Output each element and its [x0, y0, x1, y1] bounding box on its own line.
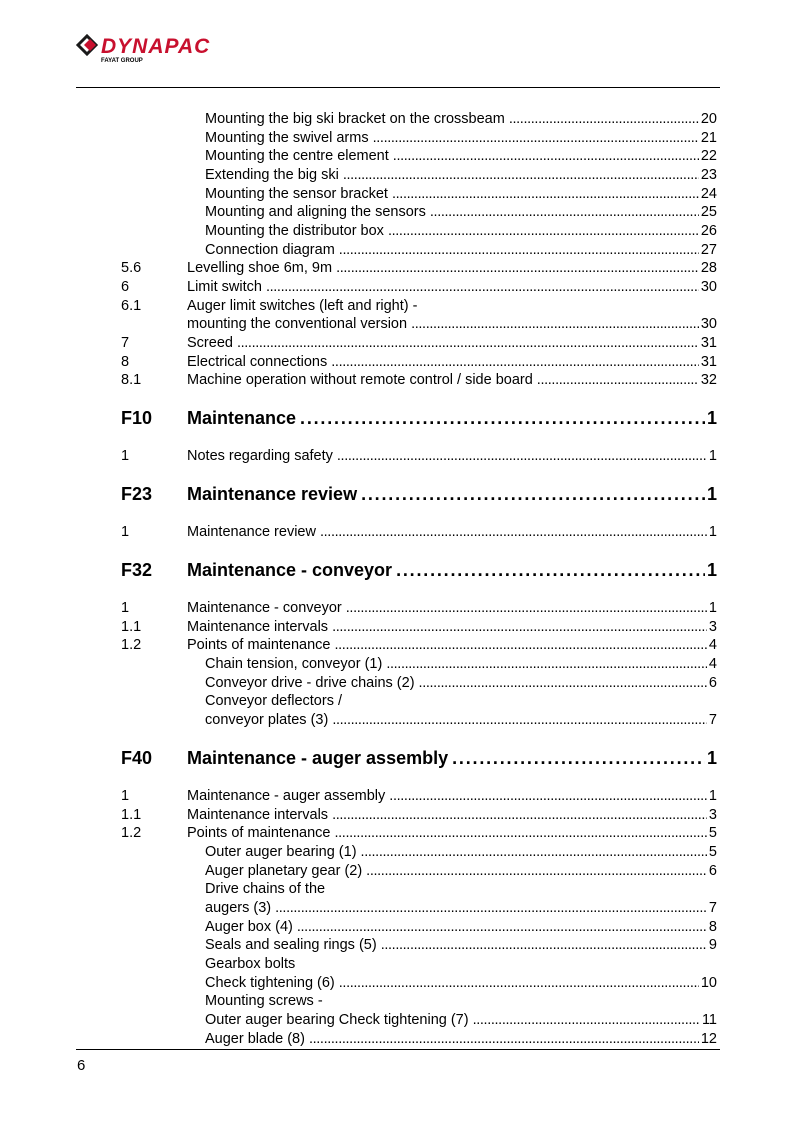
toc-entry-row — [0, 974, 793, 993]
toc-page-number: 5 — [708, 844, 717, 860]
toc-page-number: 32 — [700, 372, 717, 388]
toc-chapter-row — [0, 559, 793, 581]
toc-entry — [205, 692, 717, 711]
toc-title: Maintenance - conveyor — [187, 600, 342, 616]
toc-entry — [205, 166, 717, 185]
toc-leader-dots — [366, 862, 707, 881]
toc-entry-row — [0, 711, 793, 730]
toc-page-number: 1 — [706, 560, 717, 580]
toc-entry-row — [0, 936, 793, 955]
toc-number: F32 — [121, 560, 153, 580]
toc-entry — [205, 899, 717, 918]
toc-number: F23 — [121, 484, 153, 504]
toc-page-number: 10 — [700, 975, 717, 991]
toc-leader-dots — [266, 278, 699, 297]
toc-entry-row — [0, 918, 793, 937]
toc-entry — [205, 203, 717, 222]
toc-page-number: 4 — [708, 656, 717, 672]
toc-leader-dots — [509, 110, 699, 129]
toc-entry — [187, 407, 717, 429]
toc-entry — [205, 1011, 717, 1030]
toc-page-number: 1 — [708, 448, 717, 464]
toc-entry-row — [0, 297, 793, 316]
toc-page-number: 30 — [700, 316, 717, 332]
toc-leader-dots — [361, 483, 705, 505]
toc-entry — [187, 483, 717, 505]
toc-leader-dots — [339, 241, 699, 260]
toc-number: 5.6 — [121, 260, 142, 276]
toc-entry — [205, 1030, 717, 1049]
toc-entry — [205, 992, 717, 1011]
toc-entry — [187, 787, 717, 806]
toc-entry-row — [0, 992, 793, 1011]
toc-leader-dots — [334, 824, 706, 843]
toc-number: 6.1 — [121, 298, 142, 314]
toc-entry-row — [0, 334, 793, 353]
toc-entry-row — [0, 110, 793, 129]
toc-title: Conveyor drive - drive chains (2) — [205, 675, 415, 691]
toc-page-number: 8 — [708, 919, 717, 935]
toc-page-number: 23 — [700, 167, 717, 183]
toc-title: Maintenance - auger assembly — [187, 788, 386, 804]
toc-title: Maintenance - auger assembly — [187, 748, 449, 768]
toc-entry-row — [0, 371, 793, 390]
toc-entry-row — [0, 241, 793, 260]
toc-title: Connection diagram — [205, 242, 335, 258]
toc-entry-row — [0, 636, 793, 655]
toc-page-number: 7 — [708, 900, 717, 916]
toc-entry — [187, 315, 717, 334]
toc-leader-dots — [275, 899, 707, 918]
toc-title: Conveyor deflectors / — [205, 693, 343, 709]
toc-entry-row — [0, 955, 793, 974]
toc-number: 1.2 — [121, 825, 142, 841]
toc-title: Auger planetary gear (2) — [205, 863, 363, 879]
toc-title: Check tightening (6) — [205, 975, 335, 991]
toc-leader-dots — [237, 334, 699, 353]
toc-title: Outer auger bearing (1) — [205, 844, 357, 860]
toc-leader-dots — [388, 222, 699, 241]
toc-entry-row — [0, 222, 793, 241]
toc-leader-dots — [537, 371, 699, 390]
toc-entry — [187, 371, 717, 390]
toc-entry — [187, 523, 717, 542]
toc-entry-row — [0, 523, 793, 542]
toc-chapter-row — [0, 747, 793, 769]
toc-title: conveyor plates (3) — [205, 712, 329, 728]
toc-entry-row — [0, 147, 793, 166]
toc-page-number: 1 — [706, 484, 717, 504]
toc-title: Outer auger bearing Check tightening (7) — [205, 1012, 469, 1028]
toc-page-number: 31 — [700, 354, 717, 370]
toc-leader-dots — [331, 353, 699, 372]
toc-number: 1 — [121, 788, 130, 804]
toc-entry — [205, 918, 717, 937]
page-number: 6 — [77, 1057, 86, 1074]
toc-leader-dots — [430, 203, 699, 222]
toc-leader-dots — [297, 918, 707, 937]
toc-leader-dots — [336, 259, 699, 278]
toc-number: 7 — [121, 335, 130, 351]
toc-entry — [205, 974, 717, 993]
toc-entry-row — [0, 353, 793, 372]
toc-page-number: 1 — [708, 788, 717, 804]
toc-page-number: 12 — [700, 1031, 717, 1047]
toc-leader-dots — [334, 636, 706, 655]
toc-entry-row — [0, 166, 793, 185]
toc-entry — [187, 618, 717, 637]
toc-title: Notes regarding safety — [187, 448, 333, 464]
toc-entry — [187, 806, 717, 825]
toc-entry — [205, 185, 717, 204]
toc-title: Chain tension, conveyor (1) — [205, 656, 383, 672]
toc-entry-row — [0, 806, 793, 825]
footer-rule — [76, 1049, 720, 1050]
toc-number: 8 — [121, 354, 130, 370]
toc-entry — [187, 747, 717, 769]
toc-leader-dots — [381, 936, 707, 955]
toc-title: Maintenance - conveyor — [187, 560, 393, 580]
toc-page-number: 1 — [706, 748, 717, 768]
toc-leader-dots — [320, 523, 707, 542]
toc-page-number: 25 — [700, 204, 717, 220]
toc-title: Extending the big ski — [205, 167, 339, 183]
toc-title: Drive chains of the — [205, 881, 326, 897]
toc-entry-row — [0, 618, 793, 637]
toc-title: Mounting the sensor bracket — [205, 186, 388, 202]
toc-entry-row — [0, 1030, 793, 1049]
toc-leader-dots — [332, 806, 707, 825]
toc-page-number: 28 — [700, 260, 717, 276]
toc-number: 6 — [121, 279, 130, 295]
toc-entry — [205, 655, 717, 674]
toc-page-number: 3 — [708, 807, 717, 823]
toc-title: Maintenance intervals — [187, 619, 329, 635]
toc-entry — [187, 259, 717, 278]
toc-title: Levelling shoe 6m, 9m — [187, 260, 333, 276]
toc-entry-row — [0, 315, 793, 334]
toc-page-number: 30 — [700, 279, 717, 295]
toc-number: F40 — [121, 748, 153, 768]
toc-page-number: 1 — [708, 600, 717, 616]
toc-chapter-row — [0, 483, 793, 505]
toc-title: Points of maintenance — [187, 825, 331, 841]
toc-entry-row — [0, 447, 793, 466]
toc-title: Auger blade (8) — [205, 1031, 305, 1047]
toc-entry-row — [0, 787, 793, 806]
toc-entry-row — [0, 259, 793, 278]
toc-title: Gearbox bolts — [205, 956, 296, 972]
toc-entry — [187, 824, 717, 843]
toc-title: Mounting the swivel arms — [205, 130, 369, 146]
toc-leader-dots — [337, 447, 707, 466]
toc-title: Auger limit switches (left and right) - — [187, 298, 418, 314]
toc-number: 1 — [121, 448, 130, 464]
toc-entry — [187, 334, 717, 353]
toc-page-number: 7 — [708, 712, 717, 728]
toc-title: Maintenance review — [187, 484, 358, 504]
toc-entry — [205, 955, 717, 974]
toc-leader-dots — [452, 747, 705, 769]
toc-entry — [187, 559, 717, 581]
toc-number: 1.2 — [121, 637, 142, 653]
toc-title: Mounting and aligning the sensors — [205, 204, 426, 220]
toc-entry — [205, 843, 717, 862]
toc-page-number: 6 — [708, 675, 717, 691]
toc-number: 1.1 — [121, 619, 142, 635]
toc-title: Electrical connections — [187, 354, 328, 370]
toc-entry-row — [0, 880, 793, 899]
toc-page-number: 4 — [708, 637, 717, 653]
toc-leader-dots — [300, 407, 705, 429]
toc-chapter-row — [0, 407, 793, 429]
toc-leader-dots — [361, 843, 707, 862]
toc-leader-dots — [339, 974, 699, 993]
toc-title: Mounting the distributor box — [205, 223, 384, 239]
toc-page-number: 6 — [708, 863, 717, 879]
toc-entry — [187, 353, 717, 372]
toc-page-number: 21 — [700, 130, 717, 146]
toc-leader-dots — [309, 1030, 699, 1049]
toc-number: 1.1 — [121, 807, 142, 823]
toc-title: Screed — [187, 335, 233, 351]
toc-title: Mounting the centre element — [205, 148, 389, 164]
toc-page-number: 11 — [701, 1012, 717, 1028]
toc-title: augers (3) — [205, 900, 272, 916]
toc-leader-dots — [386, 655, 707, 674]
toc-page-number: 3 — [708, 619, 717, 635]
toc-leader-dots — [389, 787, 707, 806]
toc-entry — [205, 711, 717, 730]
toc-entry — [187, 599, 717, 618]
toc-page-number: 1 — [706, 408, 717, 428]
toc-leader-dots — [473, 1011, 700, 1030]
toc-page-number: 22 — [700, 148, 717, 164]
toc-title: Maintenance review — [187, 524, 316, 540]
brand-wordmark: DYNAPAC — [101, 35, 211, 58]
toc-title: Mounting screws - — [205, 993, 323, 1009]
toc-leader-dots — [396, 559, 705, 581]
toc-leader-dots — [373, 129, 699, 148]
toc-entry-row — [0, 1011, 793, 1030]
toc-entry-row — [0, 899, 793, 918]
toc-page-number: 31 — [700, 335, 717, 351]
toc-leader-dots — [332, 618, 707, 637]
toc-entry-row — [0, 129, 793, 148]
toc-entry-row — [0, 843, 793, 862]
toc-entry — [187, 297, 717, 316]
toc-number: 1 — [121, 524, 130, 540]
toc-entry — [205, 110, 717, 129]
toc-entry — [205, 862, 717, 881]
toc-number: F10 — [121, 408, 153, 428]
toc-title: Limit switch — [187, 279, 262, 295]
toc-entry — [187, 636, 717, 655]
brand-subtitle: FAYAT GROUP — [101, 58, 143, 64]
toc-number: 1 — [121, 600, 130, 616]
toc-entry-row — [0, 824, 793, 843]
toc-leader-dots — [343, 166, 699, 185]
toc-entry — [205, 241, 717, 260]
toc-entry-row — [0, 692, 793, 711]
toc-entry-row — [0, 599, 793, 618]
toc-entry-row — [0, 203, 793, 222]
toc-entry — [205, 147, 717, 166]
toc-page-number: 20 — [700, 111, 717, 127]
toc-title: Maintenance intervals — [187, 807, 329, 823]
toc-leader-dots — [346, 599, 707, 618]
toc-page-number: 27 — [700, 242, 717, 258]
toc-entry — [205, 936, 717, 955]
toc-leader-dots — [332, 711, 707, 730]
toc-title: mounting the conventional version — [187, 316, 408, 332]
toc-entry — [205, 674, 717, 693]
toc-leader-dots — [392, 185, 699, 204]
toc-entry-row — [0, 862, 793, 881]
toc-title: Seals and sealing rings (5) — [205, 937, 377, 953]
toc-entry — [187, 447, 717, 466]
toc-title: Auger box (4) — [205, 919, 293, 935]
toc-page-number: 9 — [708, 937, 717, 953]
toc-number: 8.1 — [121, 372, 142, 388]
toc-page-number: 5 — [708, 825, 717, 841]
toc-entry — [205, 880, 717, 899]
toc-leader-dots — [393, 147, 699, 166]
toc-entry-row — [0, 185, 793, 204]
toc-title: Points of maintenance — [187, 637, 331, 653]
toc-page-number: 1 — [708, 524, 717, 540]
toc-entry — [187, 278, 717, 297]
toc-title: Machine operation without remote control / side board — [187, 372, 533, 388]
toc-entry-row — [0, 655, 793, 674]
toc-entry — [205, 222, 717, 241]
toc-page-number: 24 — [700, 186, 717, 202]
toc-title: Maintenance — [187, 408, 297, 428]
toc-leader-dots — [419, 674, 707, 693]
toc-entry-row — [0, 674, 793, 693]
toc-leader-dots — [411, 315, 699, 334]
toc-page-number: 26 — [700, 223, 717, 239]
toc-entry-row — [0, 278, 793, 297]
toc-entry — [205, 129, 717, 148]
toc-title: Mounting the big ski bracket on the crossbeam — [205, 111, 505, 127]
